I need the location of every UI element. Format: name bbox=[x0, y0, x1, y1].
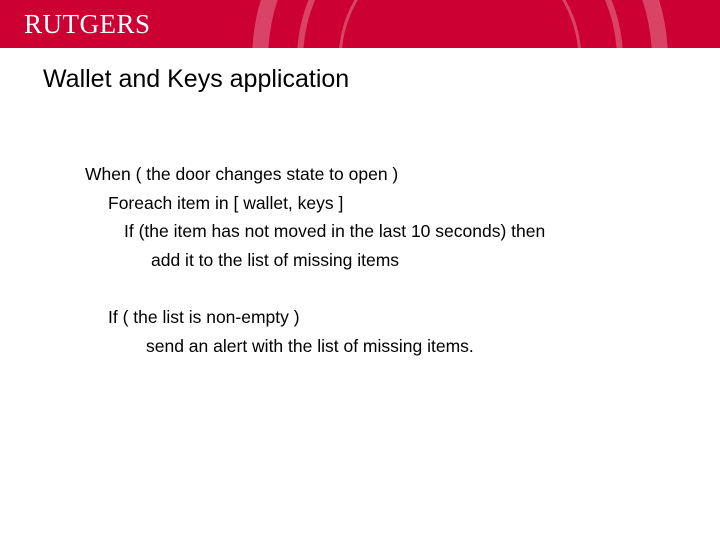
code-line: Foreach item in [ wallet, keys ] bbox=[108, 193, 344, 213]
code-line: If (the item has not moved in the last 10 seconds) then bbox=[124, 221, 546, 241]
slide-title: Wallet and Keys application bbox=[43, 65, 350, 93]
header-bar bbox=[0, 0, 720, 48]
code-line: add it to the list of missing items bbox=[151, 250, 400, 270]
rutgers-logo: RUTGERS bbox=[24, 9, 151, 39]
code-line: If ( the list is non-empty ) bbox=[108, 307, 300, 327]
code-line: When ( the door changes state to open ) bbox=[85, 164, 399, 184]
seal-watermark bbox=[250, 0, 670, 48]
code-line: send an alert with the list of missing items. bbox=[146, 336, 474, 356]
